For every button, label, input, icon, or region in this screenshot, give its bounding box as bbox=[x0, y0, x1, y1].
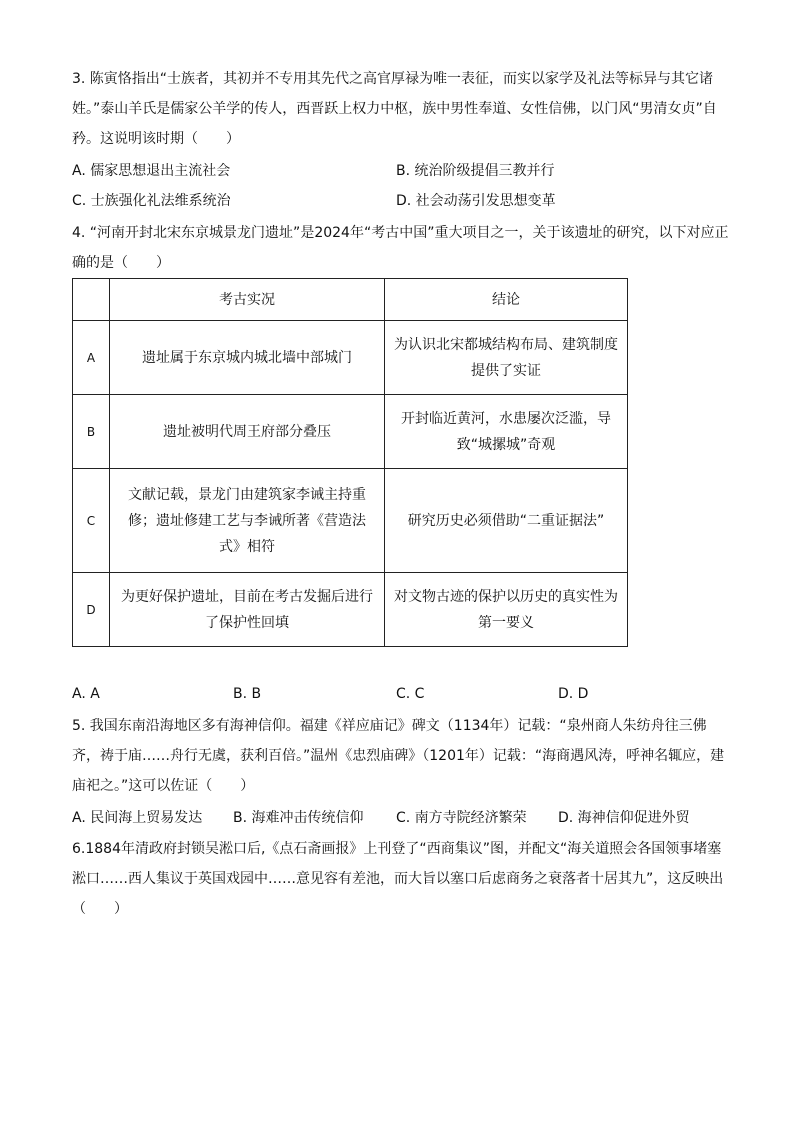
table-row bbox=[73, 573, 628, 647]
table-row bbox=[73, 395, 628, 469]
table-header-row bbox=[73, 279, 628, 321]
question-4 bbox=[72, 218, 732, 278]
q5-option-a[interactable]: A. 民间海上贸易发达 bbox=[72, 810, 203, 826]
table-header-fact: 考古实况 bbox=[110, 279, 385, 321]
row-fact: 文献记载，景龙门由建筑家李诫主持重修；遗址修建工艺与李诫所著《营造法式》相符 bbox=[110, 469, 385, 573]
q4-option-d[interactable]: D. D bbox=[558, 686, 589, 702]
q4-option-b[interactable]: B. B bbox=[233, 686, 262, 702]
question-4-stem: 4. “河南开封北宋东京城景龙门遗址”是2024年“考古中国”重大项目之一，关于该遗址的研究，以下对应正确的是（ ） bbox=[72, 225, 729, 271]
row-fact: 遗址属于东京城内城北墙中部城门 bbox=[110, 321, 385, 395]
row-conclusion: 开封临近黄河，水患屡次泛滥，导致“城摞城”奇观 bbox=[385, 395, 628, 469]
row-fact: 为更好保护遗址，目前在考古发掘后进行了保护性回填 bbox=[110, 573, 385, 647]
row-conclusion: 为认识北宋都城结构布局、建筑制度提供了实证 bbox=[385, 321, 628, 395]
q3-option-a[interactable]: A. 儒家思想退出主流社会 bbox=[72, 163, 231, 179]
q5-option-b[interactable]: B. 海难冲击传统信仰 bbox=[233, 810, 364, 826]
table-header-label bbox=[73, 279, 110, 321]
question-3-options bbox=[72, 156, 732, 216]
question-5-stem: 5. 我国东南沿海地区多有海神信仰。福建《祥应庙记》碑文（1134年）记载：“泉州商人朱纺舟往三佛齐，祷于庙……舟行无虞，获利百倍。”温州《忠烈庙碑》（1201年）记载：“海商遇风涛，呼神名辄应，建庙祀之。”这可以佐证（ ） bbox=[72, 718, 725, 794]
row-label: C bbox=[73, 469, 110, 573]
question-5-options bbox=[72, 803, 732, 833]
q3-option-c[interactable]: C. 士族强化礼法维系统治 bbox=[72, 193, 231, 209]
q4-option-c[interactable]: C. C bbox=[396, 686, 425, 702]
q5-option-d[interactable]: D. 海神信仰促进外贸 bbox=[558, 810, 690, 826]
question-3 bbox=[72, 64, 732, 154]
question-6 bbox=[72, 834, 732, 924]
q3-option-d[interactable]: D. 社会动荡引发思想变革 bbox=[396, 193, 556, 209]
row-conclusion: 对文物古迹的保护以历史的真实性为第一要义 bbox=[385, 573, 628, 647]
q3-option-b[interactable]: B. 统治阶级提倡三教并行 bbox=[396, 163, 555, 179]
archaeology-table bbox=[72, 278, 628, 647]
row-conclusion: 研究历史必须借助“二重证据法” bbox=[385, 469, 628, 573]
row-label: A bbox=[73, 321, 110, 395]
table-header-conclusion: 结论 bbox=[385, 279, 628, 321]
row-label: D bbox=[73, 573, 110, 647]
table-row bbox=[73, 321, 628, 395]
question-3-stem: 3. 陈寅恪指出“士族者，其初并不专用其先代之高官厚禄为唯一表征，而实以家学及礼法等标异与其它诸姓。”泰山羊氏是儒家公羊学的传人，西晋跃上权力中枢，族中男性奉道、女性信佛，以门风“男清女贞”自矜。这说明该时期（ ） bbox=[72, 71, 717, 147]
question-6-stem: 6.1884年清政府封锁吴淞口后,《点石斋画报》上刊登了“西商集议”图，并配文“海关道照会各国领事堵塞淞口……西人集议于英国戏园中……意见容有差池，而大旨以塞口后虑商务之衰落者十居其九”，这反映出（ ） bbox=[72, 841, 724, 917]
question-4-options bbox=[72, 679, 732, 709]
row-fact: 遗址被明代周王府部分叠压 bbox=[110, 395, 385, 469]
q5-option-c[interactable]: C. 南方寺院经济繁荣 bbox=[396, 810, 527, 826]
table-row bbox=[73, 469, 628, 573]
row-label: B bbox=[73, 395, 110, 469]
question-5 bbox=[72, 711, 732, 801]
q4-option-a[interactable]: A. A bbox=[72, 686, 100, 702]
